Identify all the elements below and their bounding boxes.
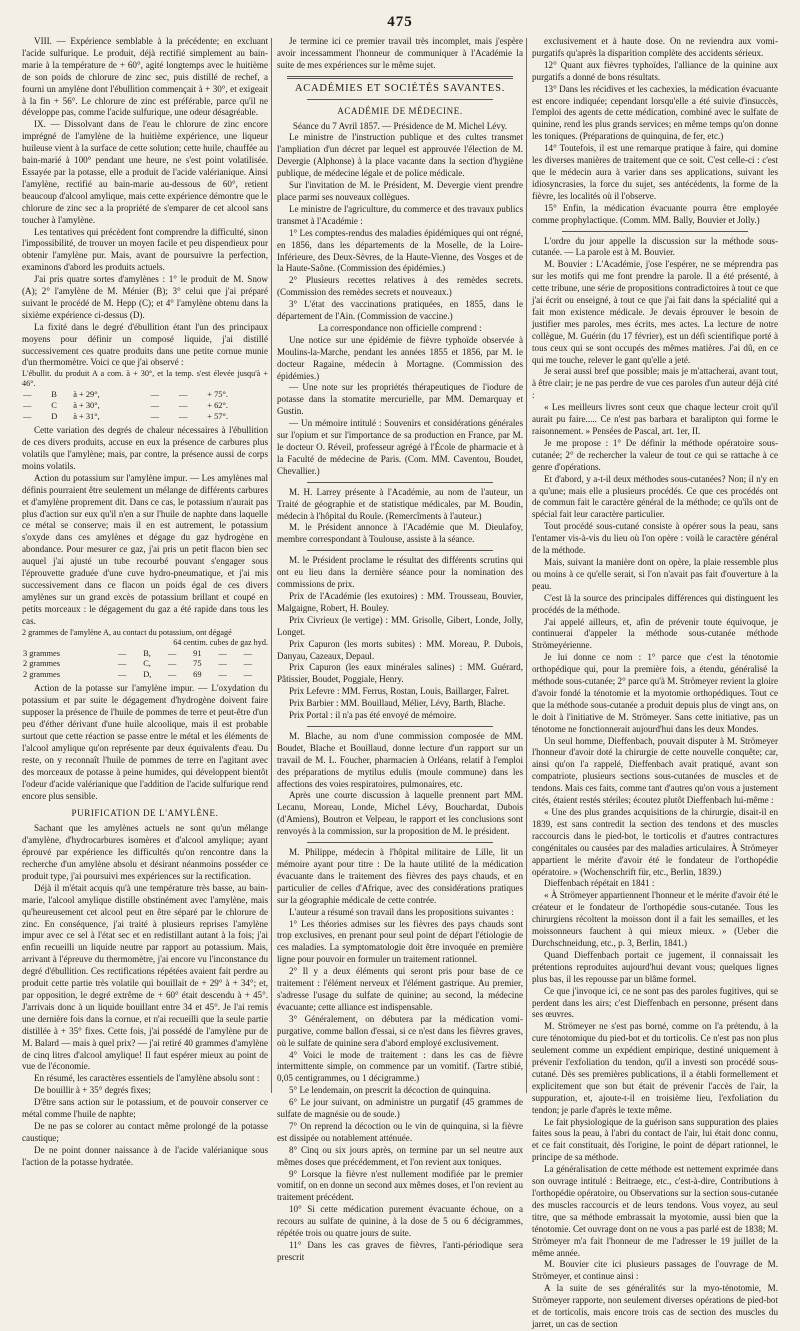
rule <box>562 231 748 232</box>
gas-table-unit: 64 centim. cubes de gaz hyd. <box>173 637 268 647</box>
table-cell: — <box>243 669 253 679</box>
paragraph: 1° Les comptes-rendus des maladies épidémiques qui ont régné, en 1856, dans les départements de la Moselle, de la Loire-Inférieure, des Deux-Sèvres, de la Haute-Vienne, des Vosges et de la Haute-Saône. (Commission des épidémies.) <box>277 227 523 274</box>
table-cell: 2 grammes <box>23 669 60 679</box>
paragraph: 3° L'état des vaccinations pratiquées, en 1855, dans le département de l'Ain. (Commission de vaccine.) <box>277 299 523 322</box>
paragraph: La fixité dans le degré d'ébullition étant l'un des principaux moyens pour définir un composé liquide, j'ai distillé successivement ces quatre produits dans une petite cornue munie d'un thermomètre. Voici ce que j'ai observé : <box>22 321 268 368</box>
table-cell: — <box>150 400 160 410</box>
paragraph: Le ministre de l'agriculture, du commerce et des travaux publics transmet à l'Académie : <box>277 203 523 226</box>
rule <box>307 842 493 843</box>
paragraph: J'ai appelé ailleurs, et, afin de prévenir toute équivoque, je continuerai d'appeler la méthode sous-cutanée méthode Strömeyérienne. <box>532 616 778 651</box>
paragraph: De ne point donner naissance à de l'acide valérianique sous l'action de la potasse hydratée. <box>22 1144 268 1167</box>
table-row <box>22 649 268 660</box>
paragraph: « Une des plus grandes acquisitions de la chirurgie, disait-il en 1839, est sans contredit la section des tendons et des muscles raccourcis dans le pied-bot, le torticolis et d'autres contractures congénitales ou causées par des maladies articulaires. À Strömeyer appartient le mérite d'avoir été le fondateur de l'orthopédie opératoire. » (Wochenschrift für, etc., Berlin, 1839.) <box>532 807 778 877</box>
paragraph: Quand Dieffenbach portait ce jugement, il connaissait les prétentions reproduites aujourd'hui devant vous; quelques lignes plus bas, il les repousse par un blâme formel. <box>532 949 778 984</box>
paragraph: L'auteur a résumé son travail dans les propositions suivantes : <box>289 906 514 917</box>
table-cell: 3 grammes <box>23 648 60 658</box>
column-right <box>532 36 778 1329</box>
paragraph: 7° On reprend la décoction ou le vin de quinquina, si la fièvre est dissipée ou notablement atténuée. <box>277 1120 523 1143</box>
paragraph: IX. — Dissolvant dans de l'eau le chlorure de zinc encore imprégné de l'amylène de la huitième expérience, une liqueur huileuse vient à la surface de cette solution; cette huile, chauffée au bain-marié à 100° pendant une heure, ne s'est point volatilisée. Essayée par la potasse, elle a produit de l'acide valérianique. Ainsi l'amylène, rectifié au bain-marie au-dessous de 60°, retient beaucoup d'alcool amylique, mais cette expérience démontre que le chlorure de zinc sec a la propriété de s'emparer de cet alcool sans toucher à l'amylène. <box>22 119 268 225</box>
table-cell: — <box>23 411 32 421</box>
paragraph: Les tentatives qui précèdent font comprendre la difficulté, sinon l'impossibilité, de trouver un moyen facile et peu dispendieux pour obtenir l'amylène pur. Mais, avant de poursuivre la perfection, examinons d'abord les produits actuels. <box>22 226 268 273</box>
paragraph: Déjà il m'était acquis qu'à une température très basse, au bain-marie, l'alcool amylique distille obstinément avec l'amylène, mais qu'heureusement cet alcool peut en être séparé par le chlorure de zinc. En conséquence, j'ai traité à plusieurs reprises l'amylène impur avec ce sel à l'état sec et en redistillant autant à la fois; j'ai enfin recueilli un liquide neutre par rapport au potassium. Mais, arrivant à l'épreuve du thermomètre, j'ai encore vu l'inconstance du degré d'ébullition. Ces rectifications répétées avaient fait perdre au produit cette partie très volatile qui bouillait de + 29° à + 34°; et, par opposition, le degré extrême de + 60° était descendu à + 45°. J'arrivais donc à un liquide bouillant entre 34 et 45°. Je l'ai remis une dernière fois dans la cornue, et n'ai recueilli que la seule partie distillée à + 35° fixes. Cette fois, j'ai possédé de l'amylène pur de M. Balard — mais à quel prix? — j'ai retiré 40 grammes d'amylène de cinq litres d'alcool amylique! Il faut espérer mieux au point de vue de l'économie. <box>22 882 268 1072</box>
paragraph: De ne pas se colorer au contact même prolongé de la potasse caustique; <box>22 1120 268 1143</box>
table-cell: B, <box>143 648 151 658</box>
page-number: 475 <box>387 14 413 30</box>
paragraph: Le ministre de l'instruction publique et des cultes transmet l'ampliation d'un décret par lequel est approuvée l'élection de M. Devergie (Alphonse) à la place vacante dans la section d'hygiène publique, de médecine légale et de police médicale. <box>277 132 523 179</box>
table-cell: 91 <box>193 648 202 658</box>
paragraph: VIII. — Expérience semblable à la précédente; en excluant l'acide sulfurique. Le produit, déjà rectifié simplement au bain-marie à la température de + 60°, agité longtemps avec le huitième de son poids de chlorure de zinc sec, puis distillé de rechef, a fourni un amylène dont l'ébullition commençait à + 30°, et exigeait à la fin + 56°. Le chlorure de zinc est préférable, parce qu'il ne développe pas, comme l'acide sulfurique, une odeur désagréable. <box>22 36 268 118</box>
rule <box>307 726 493 727</box>
correspondence-heading: La correspondance non officielle comprend : <box>318 322 482 333</box>
paragraph: 15° Enfin, la médication évacuante pourra être employée comme prophylactique. (Comm. MM. Bally, Bouvier et Jolly.) <box>532 202 778 225</box>
paragraph: A la suite de ses généralités sur la myo-ténotomie, M. Strömeyer rapporte, non seulement diverses opérations de pied-bot et de torticolis, mais encore trois cas de section des muscles du jarret, un cas de section <box>532 1283 778 1329</box>
table-cell: 69 <box>193 669 202 679</box>
paragraph: — Une note sur les propriétés thérapeutiques de l'iodure de potasse dans la stomatite mercurielle, par MM. Demarquay et Gustin. <box>277 382 523 417</box>
paragraph: « Les meilleurs livres sont ceux que chaque lecteur croit qu'il aurait pu faire..... Ce n'est pas barbara et baralipton qui forme le raisonnement. » Pensées de Pascal, art. 1er, II. <box>532 402 778 436</box>
paragraph: 4° Voici le mode de traitement : dans les cas de fièvre intermittente simple, on commence par un vomitif. (Tartre stibié, 0,05 centigrammes, ou 1 décigramme.) <box>277 1049 523 1084</box>
table-cell: — <box>179 411 188 421</box>
table-cell: + 57°. <box>207 411 228 421</box>
paragraph: Et d'abord, y a-t-il deux méthodes sous-cutanées? Non; il n'y en a qu'une; mais elle a plusieurs procédés. Ce que ces procédés ont de commun fait le caractère général de la méthode; ce qu'ils ont de spécial fait leur caractère particulier. <box>532 473 778 520</box>
paragraph: M. Bouvier : L'Académie, j'ose l'espérer, ne se méprendra pas sur les motifs qui me font prendre la parole. Il a été présenté, à cette tribune, une série de propositions contradictoires à tout ce que j'ai écrit ou enseigné, à tout ce que j'ai fait dans la spécialité qui a fait mon existence médicale. Je devais éprouver le besoin de justifier mes paroles, mes écrits, mes actes. La lecture de notre collègue, M. Guérin (du 17 février), est un défi scientifique porté à tous ceux qui se sont occupés des mêmes matières. J'ai dû, en ce qui me touche, relever le gant qu'elle a jeté. <box>532 259 778 365</box>
paragraph: M. le Président annonce à l'Académie que M. Dieulafoy, membre correspondant à Toulouse, assiste à la séance. <box>277 522 523 545</box>
table-row <box>22 412 268 423</box>
paragraph: Sachant que les amylènes actuels ne sont qu'un mélange d'amylène, d'hydrocarbures isomères et d'alcool amylique; ayant éprouvé par expérience les difficultés qu'on rencontre dans la recherche d'un amylène absolu et désirant néanmoins posséder ce produit type, j'ai poursuivi mes expériences sur la rectification. <box>22 823 268 881</box>
section-heading: PURIFICATION DE L'AMYLÈNE. <box>71 808 219 819</box>
paragraph: Prix de l'Académie (les exutoires) : MM. Trousseau, Bouvier, Malgaigne, Robert, H. Bouley. <box>277 590 523 613</box>
table-cell: 75 <box>193 659 202 669</box>
table-cell: — <box>117 669 127 679</box>
table-cell: D <box>51 411 58 421</box>
table-cell: D, <box>143 669 152 679</box>
paragraph: 14° Toutefois, il est une remarque pratique à faire, qui domine les diverses manières de traitement que ce soit. C'est celle-ci : c'est que le médecin aura à varier dans ses applications, suivant les idiosyncrasies, la force du sujet, ses antécédents, la forme de la fièvre, les localités où il l'observe. <box>532 143 778 201</box>
table-cell: C <box>51 400 57 410</box>
paragraph: Cette variation des degrés de chaleur nécessaires à l'ébullition de ces divers produits, accuse en eux la présence de carbures plus volatils que l'amylène; mais, par contre, la présence aussi de corps moins volatils. <box>22 425 268 471</box>
table-cell: — <box>167 669 177 679</box>
paragraph: Le fait physiologique de la guérison sans suppuration des plaies faites sous la peau, à l'abri du contact de l'air, lui était donc connu, et ce fait constituait, dès l'origine, le point de départ rationnel, le principe de sa méthode. <box>532 1116 778 1163</box>
paragraph: « À Strömeyer appartiennent l'honneur et le mérite d'avoir été le créateur et le fondateur de l'orthopédie sous-cutanée. Tous les chirurgiens récoltent la moisson dont il a fait les semailles, et les moissonneurs fauchent à qui mieux mieux. » (Ueber die Durchschneidung, etc., p. 3, Berlin, 1841.) <box>532 890 778 948</box>
rule <box>307 550 493 551</box>
academy-heading: ACADÉMIE DE MÉDECINE. <box>337 105 463 116</box>
paragraph: D'être sans action sur le potassium, et de pouvoir conserver ce métal comme l'huile de naphte; <box>22 1097 268 1120</box>
paragraph: 13° Dans les récidives et les cachexies, la médication évacuante est encore indiquée; cependant lorsqu'elle a été suivie d'insuccès, l'emploi des agents de cette médication, combiné avec le sulfate de quinine, rend les plus grands services; en même temps qu'on donne les toniques. (Préparations de quinquina, de fer, etc.) <box>532 83 778 142</box>
column-left <box>22 36 268 1167</box>
title-rule <box>307 99 493 100</box>
paragraph: Prix Capuron (les morts subites) : MM. Moreau, P. Dubois, Danyau, Cazeaux, Depaul. <box>277 638 523 661</box>
gas-table-caption: 2 grammes de l'amylène A, au contact du potassium, ont dégagé <box>22 627 232 637</box>
table-cell: — <box>167 659 177 669</box>
paragraph: De bouillir à + 35° degrés fixes; <box>34 1085 151 1096</box>
table-cell: à + 30°, <box>73 400 100 410</box>
paragraph: — Un mémoire intitulé : Souvenirs et considérations générales sur l'opium et sur l'importance de sa production en France, par M. le docteur O. Réveil, professeur agrégé à l'École de pharmacie et à la Faculté de médecine de Paris. (Com. MM. Caventou, Boudet, Chevallier.) <box>277 418 523 476</box>
rule <box>307 482 493 483</box>
paragraph: Tout procédé sous-cutané consiste à opérer sous la peau, sans l'entamer vis-à-vis du lieu où l'on opère : voilà le caractère général de la méthode. <box>532 521 778 556</box>
paragraph: M. Philippe, médecin à l'hôpital militaire de Lille, lit un mémoire ayant pour titre : De la haute utilité de la médication évacuante dans le traitement des fièvres des pays chauds, et en particulier de celles d'Afrique, avec des considérations pratiques sur la géographie médicale de cette contrée. <box>277 847 523 905</box>
column-middle <box>277 36 523 1262</box>
paragraph: Je termine ici ce premier travail très incomplet, mais j'espère avoir incessamment l'honneur de communiquer à l'Académie la suite de mes expériences sur le même sujet. <box>277 36 523 70</box>
paragraph: C'est là la source des principales différences qui distinguent les procédés de la méthode. <box>532 592 778 615</box>
paragraph: Prix Portal : il n'a pas été envoyé de mémoire. <box>289 710 457 721</box>
paragraph: exclusivement et à haute dose. On ne reviendra aux vomi-purgatifs qu'après la disparition complète des accidents sérieux. <box>532 36 778 58</box>
table-cell: — <box>243 659 253 669</box>
table-cell: — <box>150 411 160 421</box>
table-cell: C, <box>143 659 151 669</box>
table-row <box>22 659 268 670</box>
table-cell: — <box>179 390 188 400</box>
table-row <box>22 390 268 401</box>
table-cell: — <box>179 400 188 410</box>
table-cell: — <box>218 648 227 658</box>
paragraph: En résumé, les caractères essentiels de l'amylène absolu sont : <box>34 1073 260 1084</box>
table-cell: — <box>23 390 32 400</box>
paragraph: Je me propose : 1° De définir la méthode opératoire sous-cutanée; 2° de rechercher la valeur de tout ce qui se rattache à ce genre d'opérations. <box>532 437 778 472</box>
table-cell: — <box>167 648 177 658</box>
paragraph: 2° Il y a deux éléments qui seront pris pour base de ce traitement : l'élément nerveux et l'élément gastrique. Au premier, s'adresse l'usage du sulfate de quinine; au second, la médecine évacuante; cette alliance est indispensable. <box>277 966 523 1012</box>
paragraph: Après une courte discussion à laquelle prennent part MM. Lecanu, Moreau, Londe, Michel Lévy, Bouchardat, Dubois (d'Amiens), Boutron et Velpeau, le rapport et les conclusions sont renvoyés à la commission, sur la proposition de M. le président. <box>277 790 523 837</box>
column-divider <box>271 38 272 1093</box>
paragraph: Un seul homme, Dieffenbach, pouvait disputer à M. Strömeyer l'honneur d'avoir doté la chirurgie de cette nouvelle conquête; car, ainsi qu'on l'a rappelé, Dieffenbach avait pratiqué, avant son compatriote, plusieurs sections sous-cutanées de muscles et de tendons. Mais ces faits, comme tant d'autres qu'on vous a justement cités, étaient restés stériles; écoutez plutôt Dieffenbach lui-même : <box>532 735 778 806</box>
paragraph: Sur l'invitation de M. le Président, M. Devergie vient prendre place parmi ses nouveaux collègues. <box>277 180 523 202</box>
hydrogen-gas-table <box>22 649 268 681</box>
table-cell: — <box>23 400 32 410</box>
paragraph: 8° Cinq ou six jours après, on termine par un sel neutre aux mêmes doses que précédemment, et l'on revient aux toniques. <box>277 1144 523 1167</box>
paragraph: 6° Le jour suivant, on administre un purgatif (45 grammes de sulfate de magnésie ou de soude.) <box>277 1097 523 1120</box>
table-cell: + 62°. <box>207 400 228 410</box>
paragraph: 12° Quant aux fièvres typhoïdes, l'alliance de la quinine aux purgatifs a donné de bons résultats. <box>532 59 778 82</box>
paragraph: 9° Lorsque la fièvre n'est nullement modifiée par le premier vomitif, on en donne un second aux mêmes doses, et l'on revient au traitement précédent. <box>277 1168 523 1203</box>
paragraph: La généralisation de cette méthode est nettement exprimée dans son ouvrage intitulé : Beitraege, etc., c'est-à-dire, Contributions à l'orthopédie opératoire, ou Observations sur la section sous-cutanée des muscles raccourcis et de leurs tendons. Vous voyez, au seul titre, que sa méthode embrassait la myotomie, aussi bien que la ténotomie. Cet ouvrage dont on ne vous a pas parlé est de 1838; M. Strömeyer m'a fait l'honneur de me l'adresser le 19 juillet de la même année. <box>532 1164 778 1258</box>
table-cell: — <box>218 659 227 669</box>
paragraph: M. Bouvier cite ici plusieurs passages de l'ouvrage de M. Strömeyer, et continue ainsi : <box>532 1259 778 1282</box>
paragraph: J'ai pris quatre sortes d'amylènes : 1° le produit de M. Snow (A); 2° l'amylène de M. Ménier (B); 3° celui que j'ai préparé suivant le procédé de M. Hepp (C); et 4° l'amylène obtenu dans la sixième expérience ci-dessus (D). <box>22 274 268 320</box>
paragraph: 3° Généralement, on débutera par la médication vomi-purgative, comme ballon d'essai, si ce n'est dans les fièvres graves, où le sulfate de quinine sera d'abord employé exclusivement. <box>277 1013 523 1048</box>
table-row <box>22 401 268 412</box>
paragraph: Prix Civrieux (le vertige) : MM. Grisolle, Gibert, Londe, Jolly, Longet. <box>277 614 523 637</box>
paragraph: L'ordre du jour appelle la discussion sur la méthode sous-cutanée. — La parole est à M. Bouvier. <box>532 235 778 258</box>
paragraph: Mais, suivant la manière dont on opère, la plaie ressemble plus ou moins à ce qu'elle serait, si l'on n'avait pas fait d'ouverture à la peau. <box>532 556 778 591</box>
table-cell: — <box>117 659 127 669</box>
paragraph: Action du potassium sur l'amylène impur. — Les amylènes mal définis pourraient être seulement un mélange de différents carbures et d'amylène proprement dit. Dans ce cas, le potassium n'aurait pas plus d'action sur eux qu'il n'en a sur l'huile de naphte dans laquelle ce métal se conserve; mais il en est autrement, le potassium s'oxyde dans ces amylènes et dégage du gaz hydrogène en abondance. Pour mesurer ce gaz, j'ai pris un petit flacon bien sec auquel j'ai ajusté un tube recourbé pouvant s'engager sous l'éprouvette graduée d'une cuve hydro-pneumatique, et j'ai mis successivement dans ce flacon un poids égal de ces divers amylènes sur un grand excès de potassium brillant et coupé en petits morceaux : le dégagement du gaz a été rapide dans tous les cas. <box>22 472 268 626</box>
paragraph: 2° Plusieurs recettes relatives à des remèdes secrets. (Commission des remèdes secrets et nouveaux.) <box>277 275 523 298</box>
session-line: Séance du 7 Avril 1857. — Présidence de M. Michel Lévy. <box>292 120 508 131</box>
table-cell: B <box>51 390 57 400</box>
paragraph: Une notice sur une épidémie de fièvre typhoïde observée à Moulins-la-Marche, pendant les années 1855 et 1856, par M. le docteur Ragaine, médecin à Mortagne. (Commission des épidémies.) <box>277 334 523 381</box>
column-divider <box>526 38 527 1093</box>
paragraph: M. le Président proclame le résultat des différents scrutins qui ont eu lieu dans la dernière séance pour la nomination des commissions de prix. <box>277 555 523 590</box>
paragraph: 11° Dans les cas graves de fièvres, l'anti-périodique sera prescrit <box>277 1240 523 1262</box>
boiling-point-table <box>22 390 268 422</box>
table-row <box>22 670 268 681</box>
paragraph: Ce que j'invoque ici, ce ne sont pas des paroles fugitives, qui se perdent dans les airs; c'est Dieffenbach en personne, présent dans ses œuvres. <box>532 985 778 1020</box>
table-cell: à + 31°, <box>73 411 100 421</box>
paragraph: Prix Lefevre : MM. Ferrus, Rostan, Louis, Baillarger, Falret. <box>289 686 510 697</box>
paragraph: Prix Barbier : MM. Bouillaud, Mélier, Lévy, Barth, Blache. <box>289 698 506 709</box>
paragraph: Je serai aussi bref que possible; mais je m'attacherai, avant tout, à être clair; je ne pas perdre de vue ces paroles d'un auteur déjà cité : <box>532 366 778 401</box>
paragraph: Action de la potasse sur l'amylène impur. — L'oxydation du potassium et par suite le dégagement d'hydrogène doivent faire supposer la présence de l'huile de pommes de terre et peut-être d'un peu d'éther dérivant d'une huile alcoolique, mais il est probable surtout que cette réaction se passe entre le métal et les éléments de l'alcool amylique qu'on représente par deux équivalents d'eau. Du reste, on y reconnaît l'huile de pommes de terre en l'agitant avec des morceaux de potasse à peine humides, qui développent bientôt l'odeur d'acide valérianique que l'addition de l'acide sulfurique rend encore plus sensible. <box>22 683 268 801</box>
table-cell: — <box>243 648 253 658</box>
table-cell: 2 grammes <box>23 659 60 669</box>
paragraph: Dieffenbach répétait en 1841 : <box>544 878 655 889</box>
table-cell: — <box>117 648 127 658</box>
paragraph: 5° Le lendemain, on prescrit la décoction de quinquina. <box>289 1085 491 1096</box>
paragraph: M. H. Larrey présente à l'Académie, au nom de l'auteur, un Traité de géographie et de statistique médicales, par M. Boudin, médecin à l'hôpital du Roule. (Remercîments à l'auteur.) <box>277 486 523 521</box>
table-cell: — <box>150 390 160 400</box>
table-cell: + 75°. <box>207 390 228 400</box>
paragraph: M. Blache, au nom d'une commission composée de MM. Boudet, Blache et Bouillaud, donne lecture d'un rapport sur un travail de M. L. Foucher, pharmacien à Orléans, relatif à l'emploi des préparations de mytilus edulis (moule commune) dans les affections des voies respiratoires, pulmonaires, etc. <box>277 730 523 789</box>
paragraph: M. Strömeyer ne s'est pas borné, comme on l'a prétendu, à la cure ténotomique du pied-bot et du torticolis. Ce n'est pas non plus seulement comme un expédient empirique, destiné uniquement à prévenir l'exfoliation du tendon, qu'il a investi son procédé sous-cutané. Dès ses premières publications, il a établi formellement et explicitement que son but était de prévenir l'accès de l'air, la suppuration, et, ajoute-t-il en troisième lieu, l'exfoliation du tendon; je parle d'après le texte même. <box>532 1021 778 1115</box>
section-separator <box>287 76 513 79</box>
table-cell: à + 29°, <box>73 390 100 400</box>
paragraph: Je lui donne ce nom : 1° parce que c'est la ténotomie orthopédique qui, pour la première fois, a étendu, généralisé la méthode sous-cutanée; 2° parce qu'à M. Strömeyer revient la gloire d'avoir fondé la ténotomie et la myotomie orthopédiques. Tout ce que la méthode sous-cutanée a produit depuis plus de vingt ans, on le doit à l'initiative de M. Strömeyer. Sans cette initiative, pas un ténotome ne fonctionnerait aujourd'hui dans les deux Mondes. <box>532 652 778 734</box>
section-title: ACADÉMIES ET SOCIÉTÉS SAVANTES. <box>294 82 506 94</box>
table-cell: — <box>218 669 227 679</box>
boiling-table-heading: L'ébullit. du produit A a com. à + 30°, et la temp. s'est élevée jusqu'à + 46°. <box>22 369 268 389</box>
paragraph: 1° Les théories admises sur les fièvres des pays chauds sont trop exclusives, en prenant pour seul point de départ l'étiologie de ces maladies. La symptomatologie doit être invoquée en première ligne pour pouvoir en formuler un traitement rationnel. <box>277 918 523 965</box>
paragraph: Prix Capuron (les eaux minérales salines) : MM. Guérard, Pâtissier, Boudet, Poggiale, Henry. <box>277 662 523 685</box>
paragraph: 10° Si cette médication purement évacuante échoue, on a recours au sulfate de quinine, à la dose de 5 ou 6 décigrammes, répétée trois ou quatre jours de suite. <box>277 1204 523 1239</box>
